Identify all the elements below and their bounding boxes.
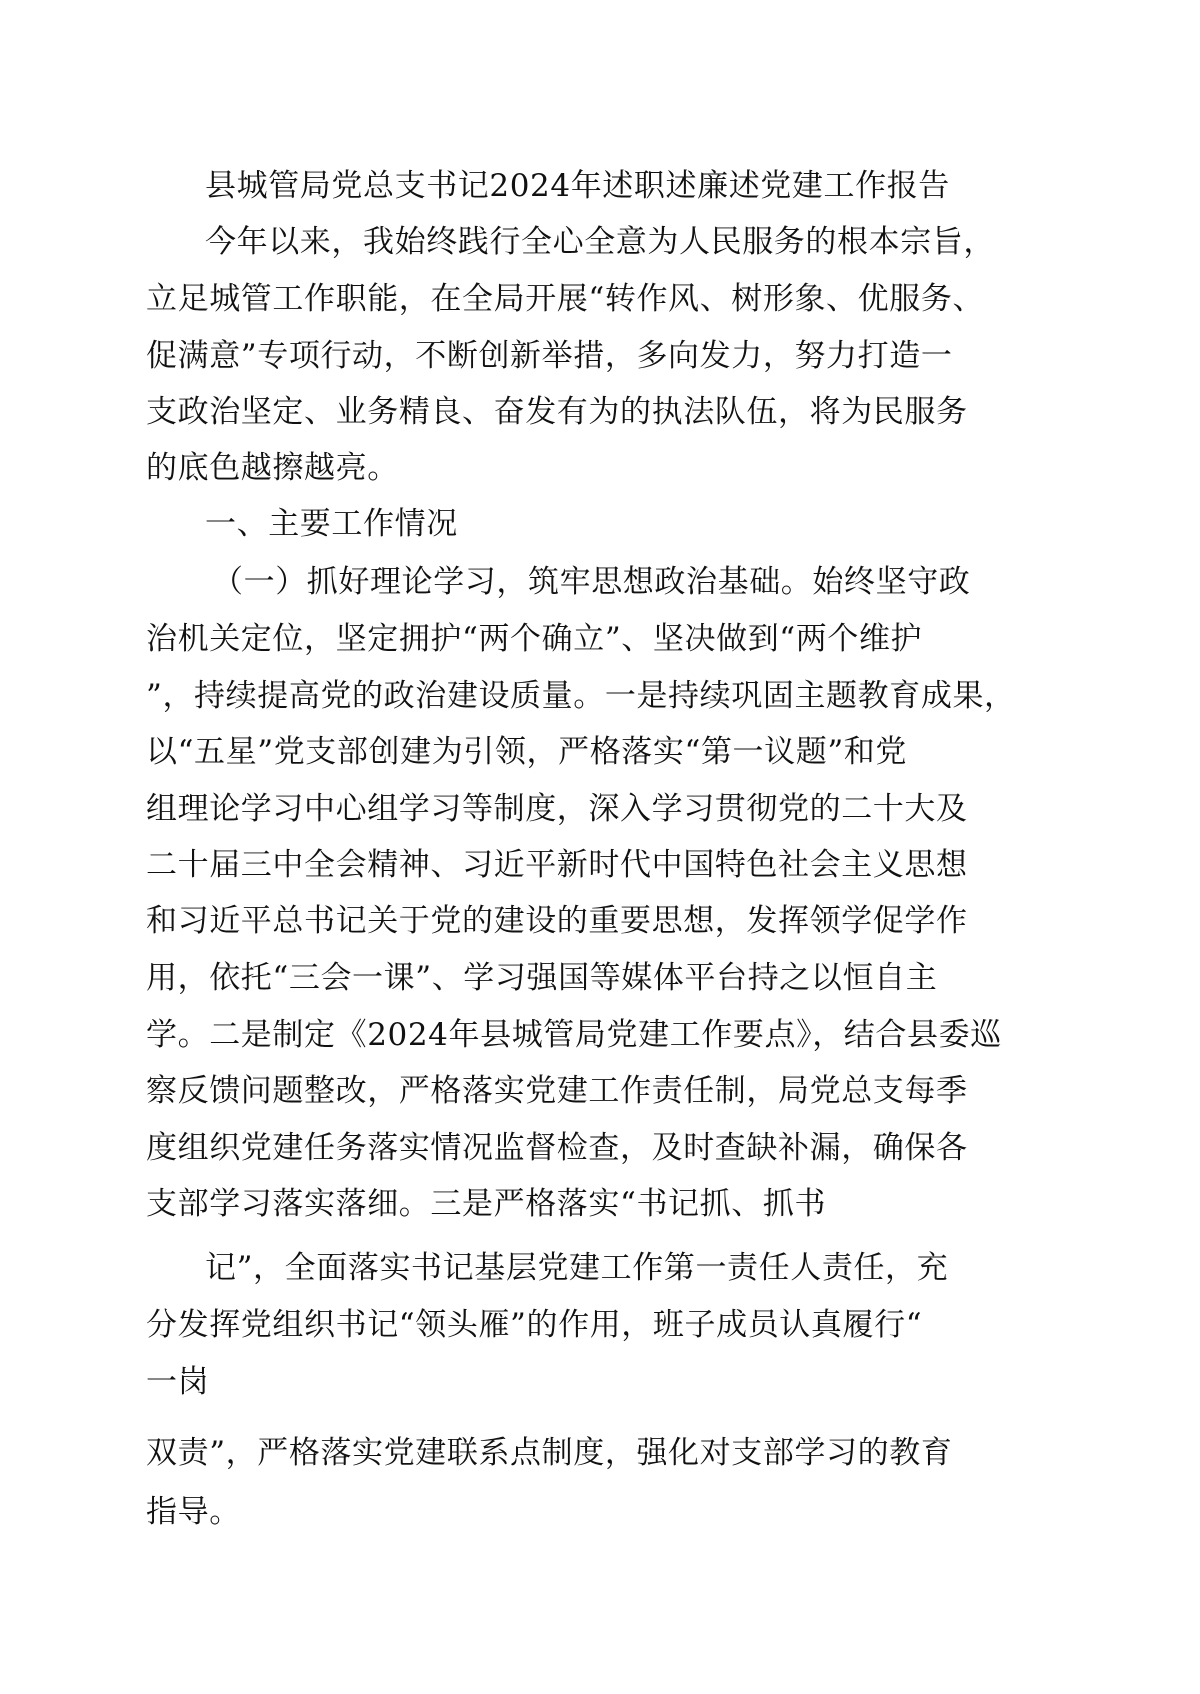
intro-line: 立足城管工作职能，在全局开展“转作风、树形象、优服务、 xyxy=(146,281,985,317)
continuation-line: 指导。 xyxy=(146,1494,241,1530)
body-line: 治机关定位，坚定拥护“两个确立”、坚决做到“两个维护 xyxy=(146,621,923,657)
body-line: 和习近平总书记关于党的建设的重要思想，发挥领学促学作 xyxy=(146,903,968,939)
continuation-line: 一岗 xyxy=(146,1364,210,1400)
body-line: ”，持续提高党的政治建设质量。一是持续巩固主题教育成果， xyxy=(146,678,1016,714)
intro-line: 支政治坚定、业务精良、奋发有为的执法队伍，将为民服务 xyxy=(146,394,968,430)
body-line: 用，依托“三会一课”、学习强国等媒体平台持之以恒自主 xyxy=(146,960,938,996)
section-heading: 一、主要工作情况 xyxy=(205,506,458,542)
body-line: 支部学习落实落细。三是严格落实“书记抓、抓书 xyxy=(146,1186,827,1222)
continuation-line: 分发挥党组织书记“领头雁”的作用，班子成员认真履行“ xyxy=(146,1307,923,1343)
body-line: （一）抓好理论学习，筑牢思想政治基础。始终坚守政 xyxy=(212,564,971,600)
continuation-line: 双责”，严格落实党建联系点制度，强化对支部学习的教育 xyxy=(146,1435,953,1471)
body-line: 以“五星”党支部创建为引领，严格落实“第一议题”和党 xyxy=(146,734,907,770)
body-line: 察反馈问题整改，严格落实党建工作责任制，局党总支每季 xyxy=(146,1073,968,1109)
body-line: 二十届三中全会精神、习近平新时代中国特色社会主义思想 xyxy=(146,847,968,883)
body-line: 度组织党建任务落实情况监督检查，及时查缺补漏，确保各 xyxy=(146,1130,968,1166)
body-line: 组理论学习中心组学习等制度，深入学习贯彻党的二十大及 xyxy=(146,791,968,827)
continuation-line: 记”，全面落实书记基层党建工作第一责任人责任，充 xyxy=(205,1250,949,1286)
document-title: 县城管局党总支书记2024年述职述廉述党建工作报告 xyxy=(205,168,950,204)
intro-line: 促满意”专项行动，不断创新举措，多向发力，努力打造一 xyxy=(146,338,953,374)
intro-line: 今年以来，我始终践行全心全意为人民服务的根本宗旨， xyxy=(205,224,995,260)
intro-line: 的底色越擦越亮。 xyxy=(146,450,399,486)
body-line: 学。二是制定《2024年县城管局党建工作要点》，结合县委巡 xyxy=(146,1017,1002,1053)
